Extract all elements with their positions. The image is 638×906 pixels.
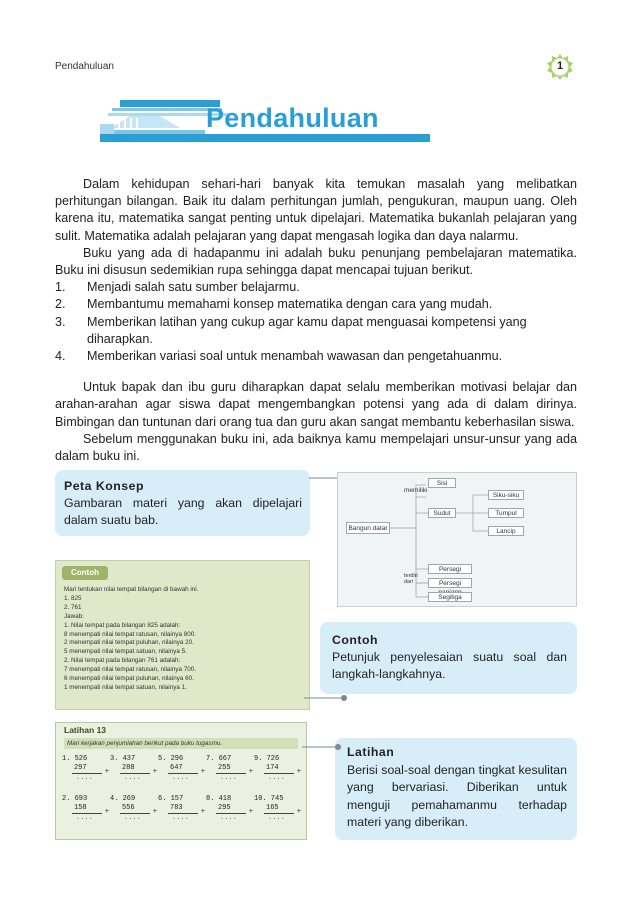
list-item: 4. Memberikan variasi soal untuk menambah wawasan dan pengetahuanmu. [55, 349, 503, 364]
latihan-answer-blank: .... [124, 774, 141, 782]
latihan-sum-line [216, 768, 253, 776]
concept-edge-bottom: terdiri dari [404, 573, 418, 585]
latihan-problem-b: 295 [218, 803, 231, 812]
latihan-problem [110, 755, 156, 791]
list-item: 2. Membantumu memahami konsep matematika dengan cara yang mudah. [55, 297, 493, 312]
latihan-sum-line [168, 808, 205, 816]
concept-node: Tumpul [488, 508, 524, 518]
latihan-problem [254, 795, 300, 831]
latihan-problem-grid [62, 755, 302, 835]
latihan-sum-line [264, 808, 301, 816]
latihan-problem [62, 795, 108, 831]
callout-text: Petunjuk penyelesaian suatu soal dan langkah-langkahnya. [332, 650, 567, 681]
page-title: Pendahuluan [206, 103, 379, 133]
callout-text: Gambaran materi yang akan dipelajari dalam suatu bab. [64, 496, 302, 527]
plus-icon: + [104, 808, 109, 816]
plus-icon: + [248, 768, 253, 776]
concept-root: Bangun datar [346, 522, 390, 534]
latihan-answer-blank: .... [220, 814, 237, 822]
latihan-problem-b: 288 [122, 763, 135, 772]
concept-map-sample [337, 472, 577, 607]
plus-icon: + [200, 808, 205, 816]
latihan-sum-line [72, 768, 109, 776]
latihan-answer-blank: .... [172, 814, 189, 822]
plus-icon: + [152, 768, 157, 776]
plus-icon: + [296, 768, 301, 776]
contoh-sample-lines: Mari tentukan nilai tempat bilangan di bawah ini. 1. 825 2. 761 Jawab: 1. Nilai tempat pada bilangan 825 adalah: 8 menempati nilai tempat ratusan, nilainya 800. 2 menempati nilai tempat puluhan, nilainya 20. 5 menempati nilai tempat satuan, nilainya 5. 2. Nilai tempat pada bilangan 761 adalah: 7 menempati nilai tempat ratusan, nilainya 700. 6 menempati nilai tempat puluhan, nilainya 60. 1 menempati nilai tempat satuan, nilainya 1. [64, 586, 199, 691]
paragraph-4: Sebelum menggunakan buku ini, ada baiknya kamu mempelajari unsur-unsur yang ada dalam buku ini. [55, 431, 577, 464]
latihan-problem-b: 255 [218, 763, 231, 772]
connector-line [298, 741, 344, 753]
paragraph-1: Dalam kehidupan sehari-hari banyak kita temukan masalah yang melibatkan perhitungan bilangan. Baik itu dalam perhitungan jumlah, pengukuran, maupun uang. Oleh karena itu, matematika sangat penting untuk dipelajari. Matematika bukanlah pelajaran yang sulit. Matematika adalah pelajaran yang dapat mengasah logika dan daya nalarmu. [55, 177, 577, 243]
callout-title: Peta Konsep [64, 479, 144, 493]
latihan-problem-a: 1. 526 [62, 755, 88, 763]
connector-line [300, 692, 350, 704]
latihan-problem-b: 165 [266, 803, 279, 812]
concept-node: Persegi [428, 564, 472, 574]
plus-icon: + [152, 808, 157, 816]
callout-text: Berisi soal-soal dengan tingkat kesulitan yang bervariasi. Diberikan untuk menguji pemahamanmu terhadap materi yang diberikan. [347, 762, 567, 830]
callout-latihan [335, 738, 577, 840]
latihan-problem-a: 6. 157 [158, 795, 184, 803]
contoh-sample [55, 560, 310, 710]
concept-node: Segitiga [428, 592, 472, 602]
latihan-label: Latihan 13 [64, 725, 107, 735]
latihan-problem-a: 3. 437 [110, 755, 136, 763]
running-head: Pendahuluan [55, 61, 114, 72]
latihan-problem-a: 7. 667 [206, 755, 232, 763]
latihan-sum-line [216, 808, 253, 816]
goals-list [55, 279, 577, 365]
latihan-instruction: Mari kerjakan penjumlahan berikut pada buku tugasmu. [64, 738, 298, 749]
latihan-answer-blank: .... [220, 774, 237, 782]
plus-icon: + [248, 808, 253, 816]
list-item: 1. Menjadi salah satu sumber belajarmu. [55, 280, 300, 295]
latihan-problem-b: 647 [170, 763, 183, 772]
plus-icon: + [200, 768, 205, 776]
latihan-sample [55, 722, 307, 840]
intro-body [55, 176, 577, 465]
latihan-problem-b: 297 [74, 763, 87, 772]
latihan-sum-line [120, 768, 157, 776]
concept-node: Lancip [488, 526, 524, 536]
latihan-problem [206, 755, 252, 791]
latihan-problem-a: 5. 296 [158, 755, 184, 763]
latihan-problem-b: 783 [170, 803, 183, 812]
latihan-answer-blank: .... [268, 774, 285, 782]
callout-title: Latihan [347, 745, 395, 759]
page-number: 1 [556, 60, 564, 72]
latihan-answer-blank: .... [268, 814, 285, 822]
plus-icon: + [104, 768, 109, 776]
page-number-badge [546, 53, 574, 81]
latihan-answer-blank: .... [172, 774, 189, 782]
latihan-problem-b: 556 [122, 803, 135, 812]
latihan-problem [254, 755, 300, 791]
concept-node: Sudut [428, 508, 456, 518]
list-item: 3. Memberikan latihan yang cukup agar kamu dapat menguasai kompetensi yang diharapkan. [55, 314, 527, 346]
latihan-problem [206, 795, 252, 831]
concept-node: Siku-siku [488, 490, 524, 500]
latihan-sum-line [120, 808, 157, 816]
latihan-problem-a: 9. 726 [254, 755, 280, 763]
latihan-problem [158, 795, 204, 831]
paragraph-2: Buku yang ada di hadapanmu ini adalah buku penunjang pembelajaran matematika. Buku ini disusun sedemikian rupa sehingga dapat mencapai tujuan berikut. [55, 245, 577, 278]
callout-title: Contoh [332, 633, 379, 647]
latihan-problem-b: 174 [266, 763, 279, 772]
latihan-sum-line [264, 768, 301, 776]
concept-edge-top: memiliki [404, 487, 428, 494]
latihan-sum-line [72, 808, 109, 816]
latihan-problem-a: 4. 269 [110, 795, 136, 803]
callout-peta-konsep [55, 470, 310, 536]
plus-icon: + [296, 808, 301, 816]
latihan-problem-a: 10. 745 [254, 795, 284, 803]
latihan-problem [110, 795, 156, 831]
latihan-answer-blank: .... [124, 814, 141, 822]
callout-contoh [320, 622, 577, 694]
latihan-problem-b: 158 [74, 803, 87, 812]
concept-node: Persegi [428, 578, 472, 588]
paragraph-3: Untuk bapak dan ibu guru diharapkan dapat selalu memberikan motivasi belajar dan arahan-arahan agar siswa dapat mengembangkan potensi yang ada di dalam dirinya. Bimbingan dan tuntunan dari orang tua dan guru akan sangat membantu keberhasilan siswa. [55, 380, 577, 429]
latihan-problem [158, 755, 204, 791]
latihan-answer-blank: .... [76, 774, 93, 782]
contoh-label-badge: Contoh [62, 566, 108, 580]
latihan-sum-line [168, 768, 205, 776]
latihan-answer-blank: .... [76, 814, 93, 822]
latihan-problem [62, 755, 108, 791]
latihan-problem-a: 8. 418 [206, 795, 232, 803]
concept-node: Sisi [428, 478, 456, 488]
latihan-problem-a: 2. 693 [62, 795, 88, 803]
